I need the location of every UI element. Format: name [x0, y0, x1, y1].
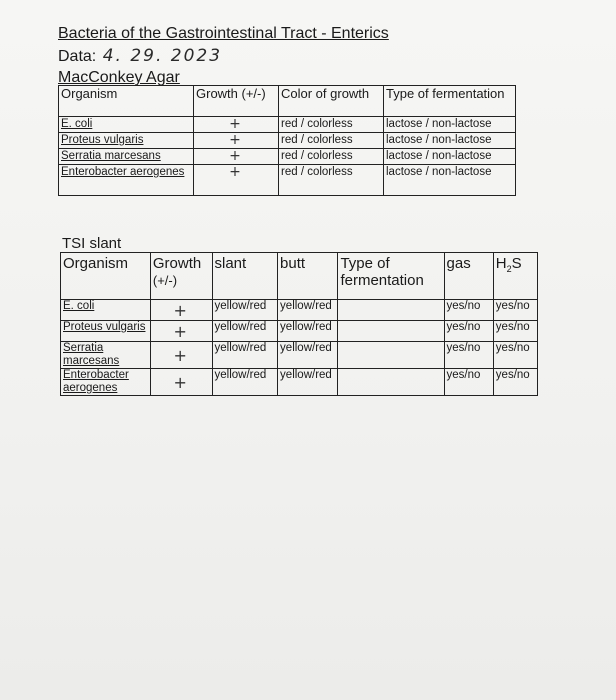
butt-cell: yellow/red — [278, 342, 338, 369]
gas-cell: yes/no — [444, 321, 493, 342]
header-fermentation: Type of fermentation — [384, 86, 516, 117]
butt-cell: yellow/red — [278, 321, 338, 342]
organism-cell: Enterobacter aerogenes — [61, 369, 151, 396]
header-butt: butt — [278, 253, 338, 300]
slant-cell: yellow/red — [212, 342, 278, 369]
growth-cell: + — [194, 165, 279, 196]
color-cell: red / colorless — [279, 133, 384, 149]
h2s-cell: yes/no — [493, 369, 537, 396]
h2s-sub: 2 — [506, 264, 512, 274]
table-header-row — [59, 86, 516, 117]
header-organism: Organism — [61, 253, 151, 300]
date-row — [58, 46, 222, 66]
table-row — [59, 165, 516, 196]
header-color: Color of growth — [279, 86, 384, 117]
color-cell: red / colorless — [279, 149, 384, 165]
organism-cell: Serratia marcesans — [59, 149, 194, 165]
fermentation-cell — [338, 369, 444, 396]
table-row — [59, 117, 516, 133]
fermentation-cell: lactose / non-lactose — [384, 165, 516, 196]
header-gas: gas — [444, 253, 493, 300]
table-row — [61, 342, 538, 369]
fermentation-cell — [338, 321, 444, 342]
table-row — [61, 369, 538, 396]
table-header-row — [61, 253, 538, 300]
butt-cell: yellow/red — [278, 300, 338, 321]
table-row — [59, 149, 516, 165]
fermentation-cell — [338, 342, 444, 369]
organism-cell: E. coli — [61, 300, 151, 321]
h2s-h: H — [495, 255, 507, 272]
gas-cell: yes/no — [444, 300, 493, 321]
organism-cell: Enterobacter aerogenes — [59, 165, 194, 196]
growth-cell: + — [194, 149, 279, 165]
growth-cell: + — [150, 321, 212, 342]
fermentation-cell: lactose / non-lactose — [384, 133, 516, 149]
macconkey-heading: MacConkey Agar — [58, 69, 180, 86]
color-cell: red / colorless — [279, 117, 384, 133]
fermentation-cell: lactose / non-lactose — [384, 117, 516, 133]
tsi-table — [60, 252, 538, 396]
slant-cell: yellow/red — [212, 300, 278, 321]
header-slant: slant — [212, 253, 278, 300]
growth-cell: + — [194, 133, 279, 149]
growth-cell: + — [194, 117, 279, 133]
table-row — [61, 321, 538, 342]
table-row — [59, 133, 516, 149]
gas-cell: yes/no — [444, 369, 493, 396]
header-fermentation: Type of fermentation — [338, 253, 444, 300]
header-growth: Growth (+/-) — [194, 86, 279, 117]
header-organism: Organism — [59, 86, 194, 117]
organism-cell: Proteus vulgaris — [61, 321, 151, 342]
page-title: Bacteria of the Gastrointestinal Tract - Enterics — [58, 25, 389, 42]
header-growth-label: Growth — [152, 255, 202, 272]
h2s-cell: yes/no — [493, 300, 537, 321]
header-growth-sub: (+/-) — [152, 273, 178, 288]
color-cell: red / colorless — [279, 165, 384, 196]
butt-cell: yellow/red — [278, 369, 338, 396]
header-growth — [150, 253, 212, 300]
organism-cell: Proteus vulgaris — [59, 133, 194, 149]
growth-cell: + — [150, 369, 212, 396]
macconkey-table — [58, 85, 516, 196]
tsi-heading: TSI slant — [62, 235, 122, 252]
fermentation-cell — [338, 300, 444, 321]
growth-cell: + — [150, 342, 212, 369]
h2s-s: S — [511, 255, 522, 272]
organism-cell: E. coli — [59, 117, 194, 133]
date-label: Data: — [58, 48, 97, 65]
header-h2s — [493, 253, 537, 300]
organism-cell: Serratia marcesans — [61, 342, 151, 369]
slant-cell: yellow/red — [212, 321, 278, 342]
slant-cell: yellow/red — [212, 369, 278, 396]
date-value: 4. 29. 2023 — [102, 46, 223, 66]
h2s-cell: yes/no — [493, 321, 537, 342]
h2s-cell: yes/no — [493, 342, 537, 369]
table-row — [61, 300, 538, 321]
fermentation-cell: lactose / non-lactose — [384, 149, 516, 165]
growth-cell: + — [150, 300, 212, 321]
gas-cell: yes/no — [444, 342, 493, 369]
